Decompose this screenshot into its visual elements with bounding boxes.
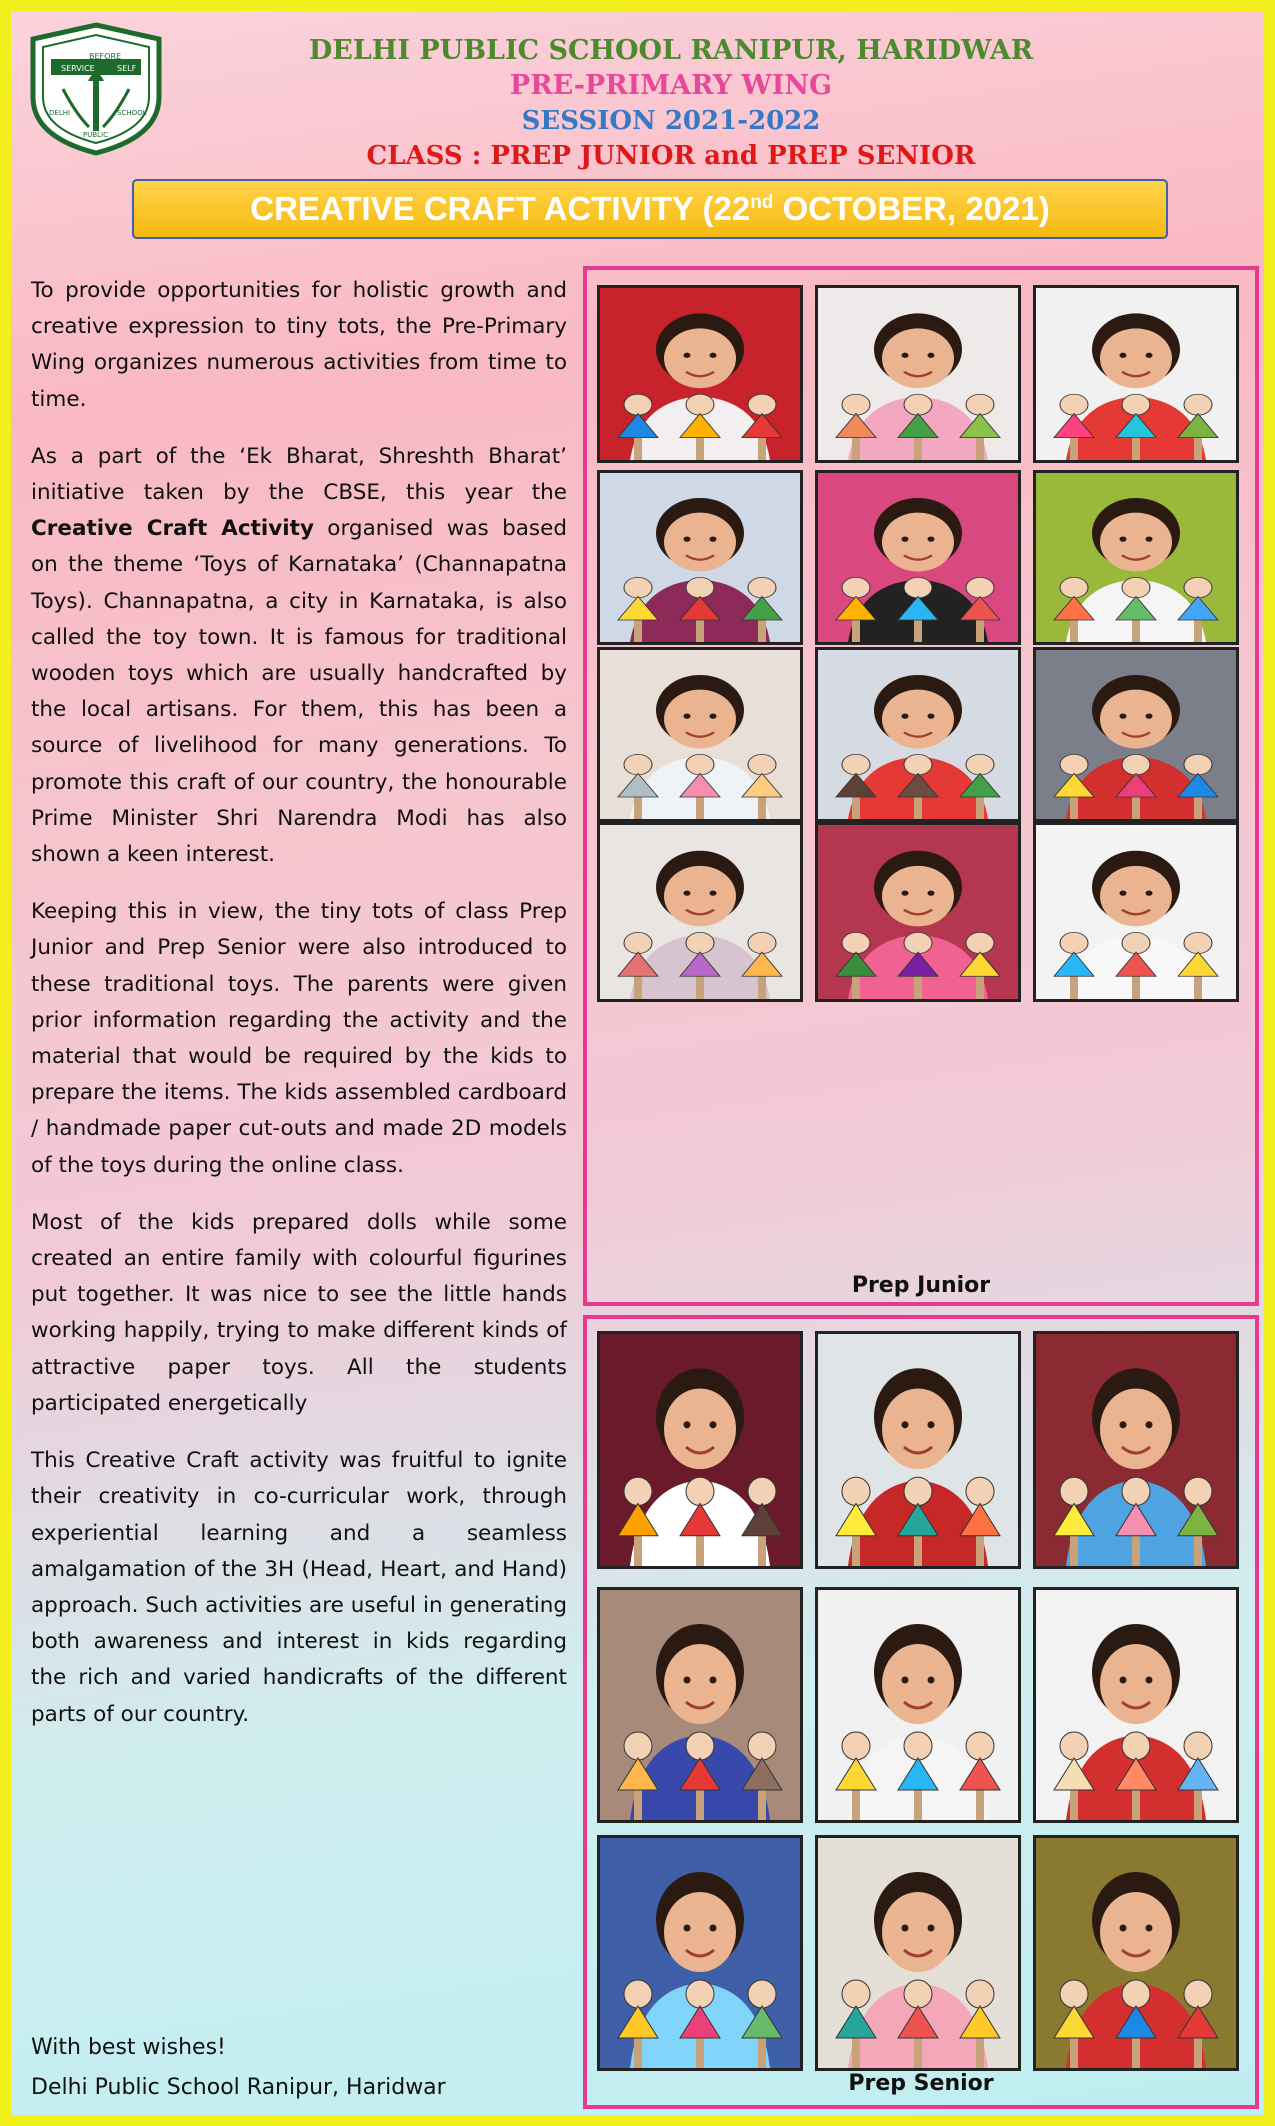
closing-school: Delhi Public School Ranipur, Haridwar — [31, 2075, 446, 2100]
logo-public-text: PUBLIC — [83, 131, 108, 139]
logo-before-text: BEFORE — [89, 52, 122, 61]
prep-senior-label: Prep Senior — [848, 2071, 994, 2096]
logo-self-text: SELF — [117, 64, 137, 73]
title-suffix: OCTOBER, 2021) — [773, 190, 1050, 227]
paragraph-activity: Keeping this in view, the tiny tots of class Prep Junior and Prep Senior were also introduced to these traditional toys. The parents were given prior information regarding the activity and the material that would be required by the kids to prepare the items. The kids assembled cardboard / handmade paper cut-outs and made 2D models of the toys during the online class. — [31, 899, 567, 1178]
paragraph-theme-start: As a part of the ‘Ek Bharat, Shreshth Bharat’ initiative taken by the CBSE, this year the — [31, 443, 567, 506]
school-logo — [21, 19, 171, 159]
prep-junior-photo-7 — [597, 647, 803, 822]
session-label: SESSION 2021-2022 — [521, 106, 821, 136]
paragraph-theme — [31, 439, 567, 873]
prep-senior-photo-3 — [1033, 1331, 1239, 1569]
closing-signature — [31, 2028, 446, 2108]
paragraph-theme-rest: organised was based on the theme ‘Toys of Karnataka’ (Channapatna Toys). Channapatna, a city in Karnataka, is also called the toy town. It is famous for traditional wooden toys which are usually handcrafted by the local artisans. For them, this has been a source of livelihood for many generations. To promote this craft of our country, the honourable Prime Minister Shri Narendra Modi has also shown a keen interest. — [31, 516, 567, 868]
logo-school-text: SCHOOL — [117, 109, 147, 117]
prep-junior-photo-10 — [597, 822, 803, 1002]
wing-name: PRE-PRIMARY WING — [509, 70, 833, 101]
prep-junior-photo-11 — [815, 822, 1021, 1002]
prep-junior-photo-12 — [1033, 822, 1239, 1002]
prep-senior-gallery — [583, 1315, 1259, 2109]
logo-service-text: SERVICE — [61, 64, 95, 73]
paragraph-intro: To provide opportunities for holistic growth and creative expression to tiny tots, the Pre-Primary Wing organizes numerous activities from time to time. — [31, 278, 567, 412]
title-superscript: nd — [750, 192, 774, 213]
prep-junior-photo-3 — [1033, 285, 1239, 463]
prep-senior-photo-2 — [815, 1331, 1021, 1569]
paragraph-conclusion: This Creative Craft activity was fruitful to ignite their creativity in co-curricular work, through experiential learning and a seamless amalgamation of the 3H (Head, Heart, and Hand) approach. Such activities are useful in generating both awareness and interest in kids regarding the rich and varied handicrafts of the different parts of our country. — [31, 1448, 567, 1727]
prep-senior-photo-8 — [815, 1835, 1021, 2071]
prep-senior-photo-9 — [1033, 1835, 1239, 2071]
prep-junior-photo-8 — [815, 647, 1021, 822]
prep-senior-photo-1 — [597, 1331, 803, 1569]
prep-junior-label: Prep Junior — [851, 1273, 991, 1298]
prep-senior-photo-6 — [1033, 1587, 1239, 1823]
paragraph-theme-bold: Creative Craft Activity — [31, 516, 314, 542]
prep-junior-photo-1 — [597, 285, 803, 463]
class-label: CLASS : PREP JUNIOR and PREP SENIOR — [366, 141, 976, 171]
prep-senior-photo-4 — [597, 1587, 803, 1823]
prep-senior-photo-7 — [597, 1835, 803, 2071]
logo-delhi-text: DELHI — [49, 109, 71, 117]
school-name: DELHI PUBLIC SCHOOL RANIPUR, HARIDWAR — [308, 35, 1034, 66]
prep-junior-photo-6 — [1033, 470, 1239, 645]
title-prefix: CREATIVE CRAFT ACTIVITY (22 — [250, 190, 751, 227]
title-banner — [132, 179, 1168, 239]
prep-junior-photo-5 — [815, 470, 1021, 645]
closing-wishes: With best wishes! — [31, 2035, 226, 2060]
prep-junior-gallery — [583, 266, 1259, 1306]
prep-junior-photo-2 — [815, 285, 1021, 463]
prep-junior-photo-4 — [597, 470, 803, 645]
paragraph-participation: Most of the kids prepared dolls while some created an entire family with colourful figurines put together. It was nice to see the little hands working happily, trying to make different kinds of attractive paper toys. All the students participated energetically — [31, 1209, 567, 1416]
prep-junior-photo-9 — [1033, 647, 1239, 822]
article-text — [31, 273, 567, 1754]
prep-senior-photo-5 — [815, 1587, 1021, 1823]
